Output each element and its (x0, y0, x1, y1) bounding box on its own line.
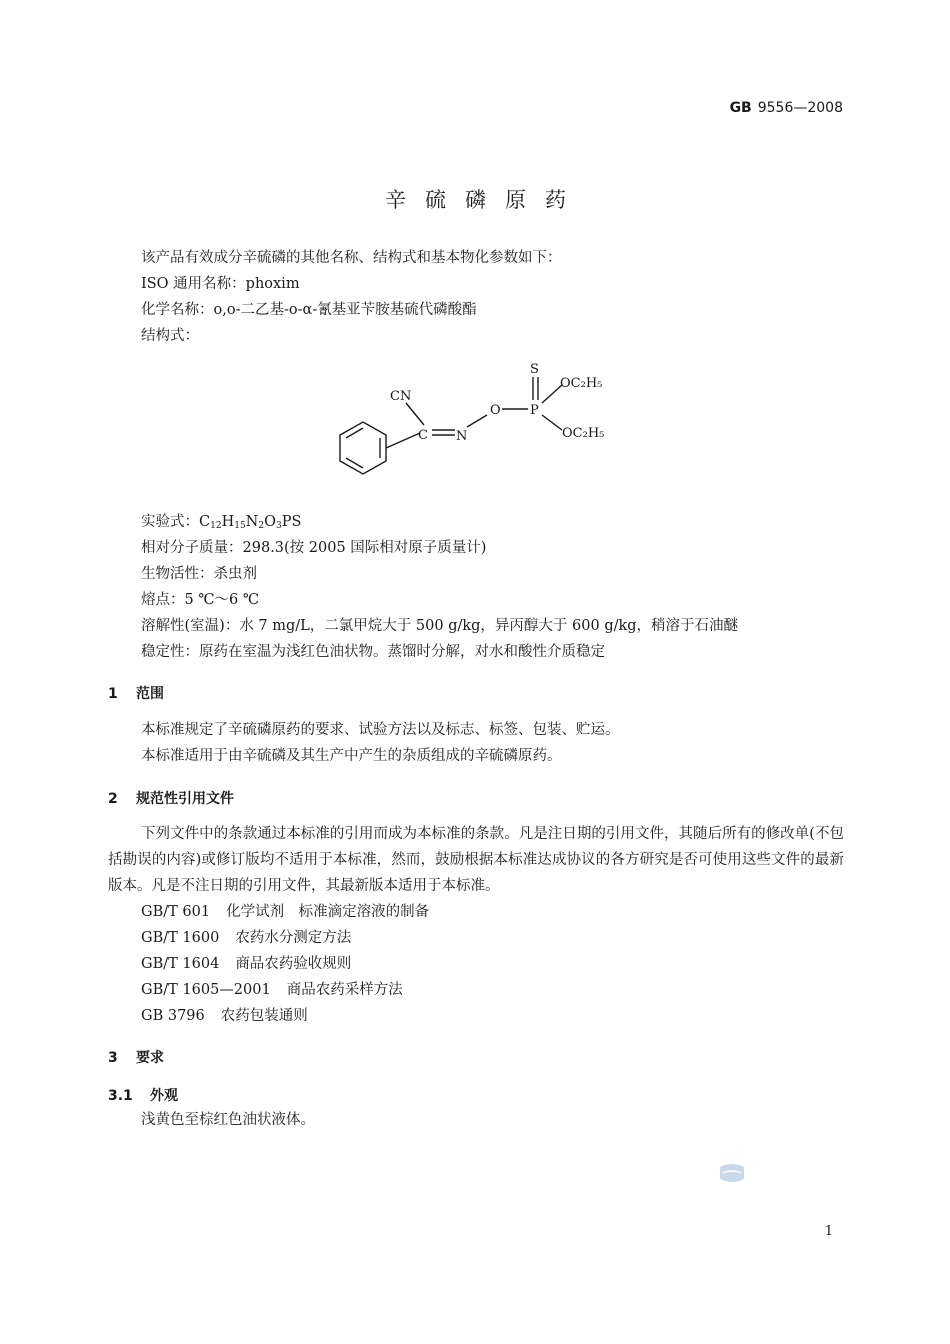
n-label: N (456, 429, 468, 444)
section-3-1-heading: 3.1 外观 (108, 1088, 178, 1104)
bio-activity: 生物活性：杀虫剂 (141, 566, 257, 582)
section-1-para-1: 本标准规定了辛硫磷原药的要求、试验方法以及标志、标签、包装、贮运。 (141, 722, 620, 738)
structure-label: 结构式： (141, 328, 199, 344)
intro-lead: 该产品有效成分辛硫磷的其他名称、结构式和基本物化参数如下： (141, 250, 562, 266)
structural-formula (330, 355, 630, 495)
molecular-mass: 相对分子质量：298.3(按 2005 国际相对原子质量计) (141, 540, 487, 556)
page-number: 1 (824, 1224, 833, 1239)
section-3-heading: 3 要求 (108, 1050, 164, 1066)
ref-item: GB/T 1605—2001 商品农药采样方法 (141, 982, 403, 998)
section-2-para: 下列文件中的条款通过本标准的引用而成为本标准的条款。凡是注日期的引用文件，其随后所有的修改单(不包括勘误的内容)或修订版均不适用于本标准，然而，鼓励根据本标准达成协议的各方研究是否可使用这些文件的最新版本。凡是不注日期的引用文件，其最新版本适用于本标准。 (108, 826, 844, 894)
stability: 稳定性：原药在室温为浅红色油状物。蒸馏时分解，对水和酸性介质稳定 (141, 644, 605, 660)
benzene-ring (340, 422, 386, 474)
page-title: 辛硫磷原药 (385, 188, 585, 212)
oc2h5-upper-label: OC₂H₅ (560, 376, 603, 391)
c-label: C (418, 428, 428, 443)
ref-item: GB 3796 农药包装通则 (141, 1008, 308, 1024)
empirical-formula: 实验式：$C_{12}H_{15}N_2O_3PS$ (141, 514, 302, 531)
melting-point: 熔点：5 ℃～6 ℃ (141, 592, 260, 608)
iso-name: ISO 通用名称：phoxim (141, 276, 300, 292)
section-1-heading: 1 范围 (108, 686, 164, 702)
standard-code: GB 9556—2008 (729, 100, 843, 116)
watermark-logo-icon (718, 1163, 746, 1183)
o-label: O (490, 403, 501, 418)
p-label: P (530, 403, 539, 418)
appearance-text: 浅黄色至棕红色油状液体。 (141, 1112, 315, 1128)
chemical-name: 化学名称：o,o-二乙基-o-α-氰基亚苄胺基硫代磷酸酯 (141, 302, 477, 318)
cn-label: CN (390, 389, 412, 404)
solubility: 溶解性(室温)：水 7 mg/L，二氯甲烷大于 500 g/kg，异丙醇大于 600 g/kg，稍溶于石油醚 (141, 618, 739, 634)
s-label: S (530, 362, 539, 377)
ref-item: GB/T 601 化学试剂 标准滴定溶液的制备 (141, 904, 430, 920)
ref-item: GB/T 1604 商品农药验收规则 (141, 956, 352, 972)
section-1-para-2: 本标准适用于由辛硫磷及其生产中产生的杂质组成的辛硫磷原药。 (141, 748, 562, 764)
ref-item: GB/T 1600 农药水分测定方法 (141, 930, 352, 946)
section-2-heading: 2 规范性引用文件 (108, 791, 234, 807)
oc2h5-lower-label: OC₂H₅ (562, 426, 605, 441)
